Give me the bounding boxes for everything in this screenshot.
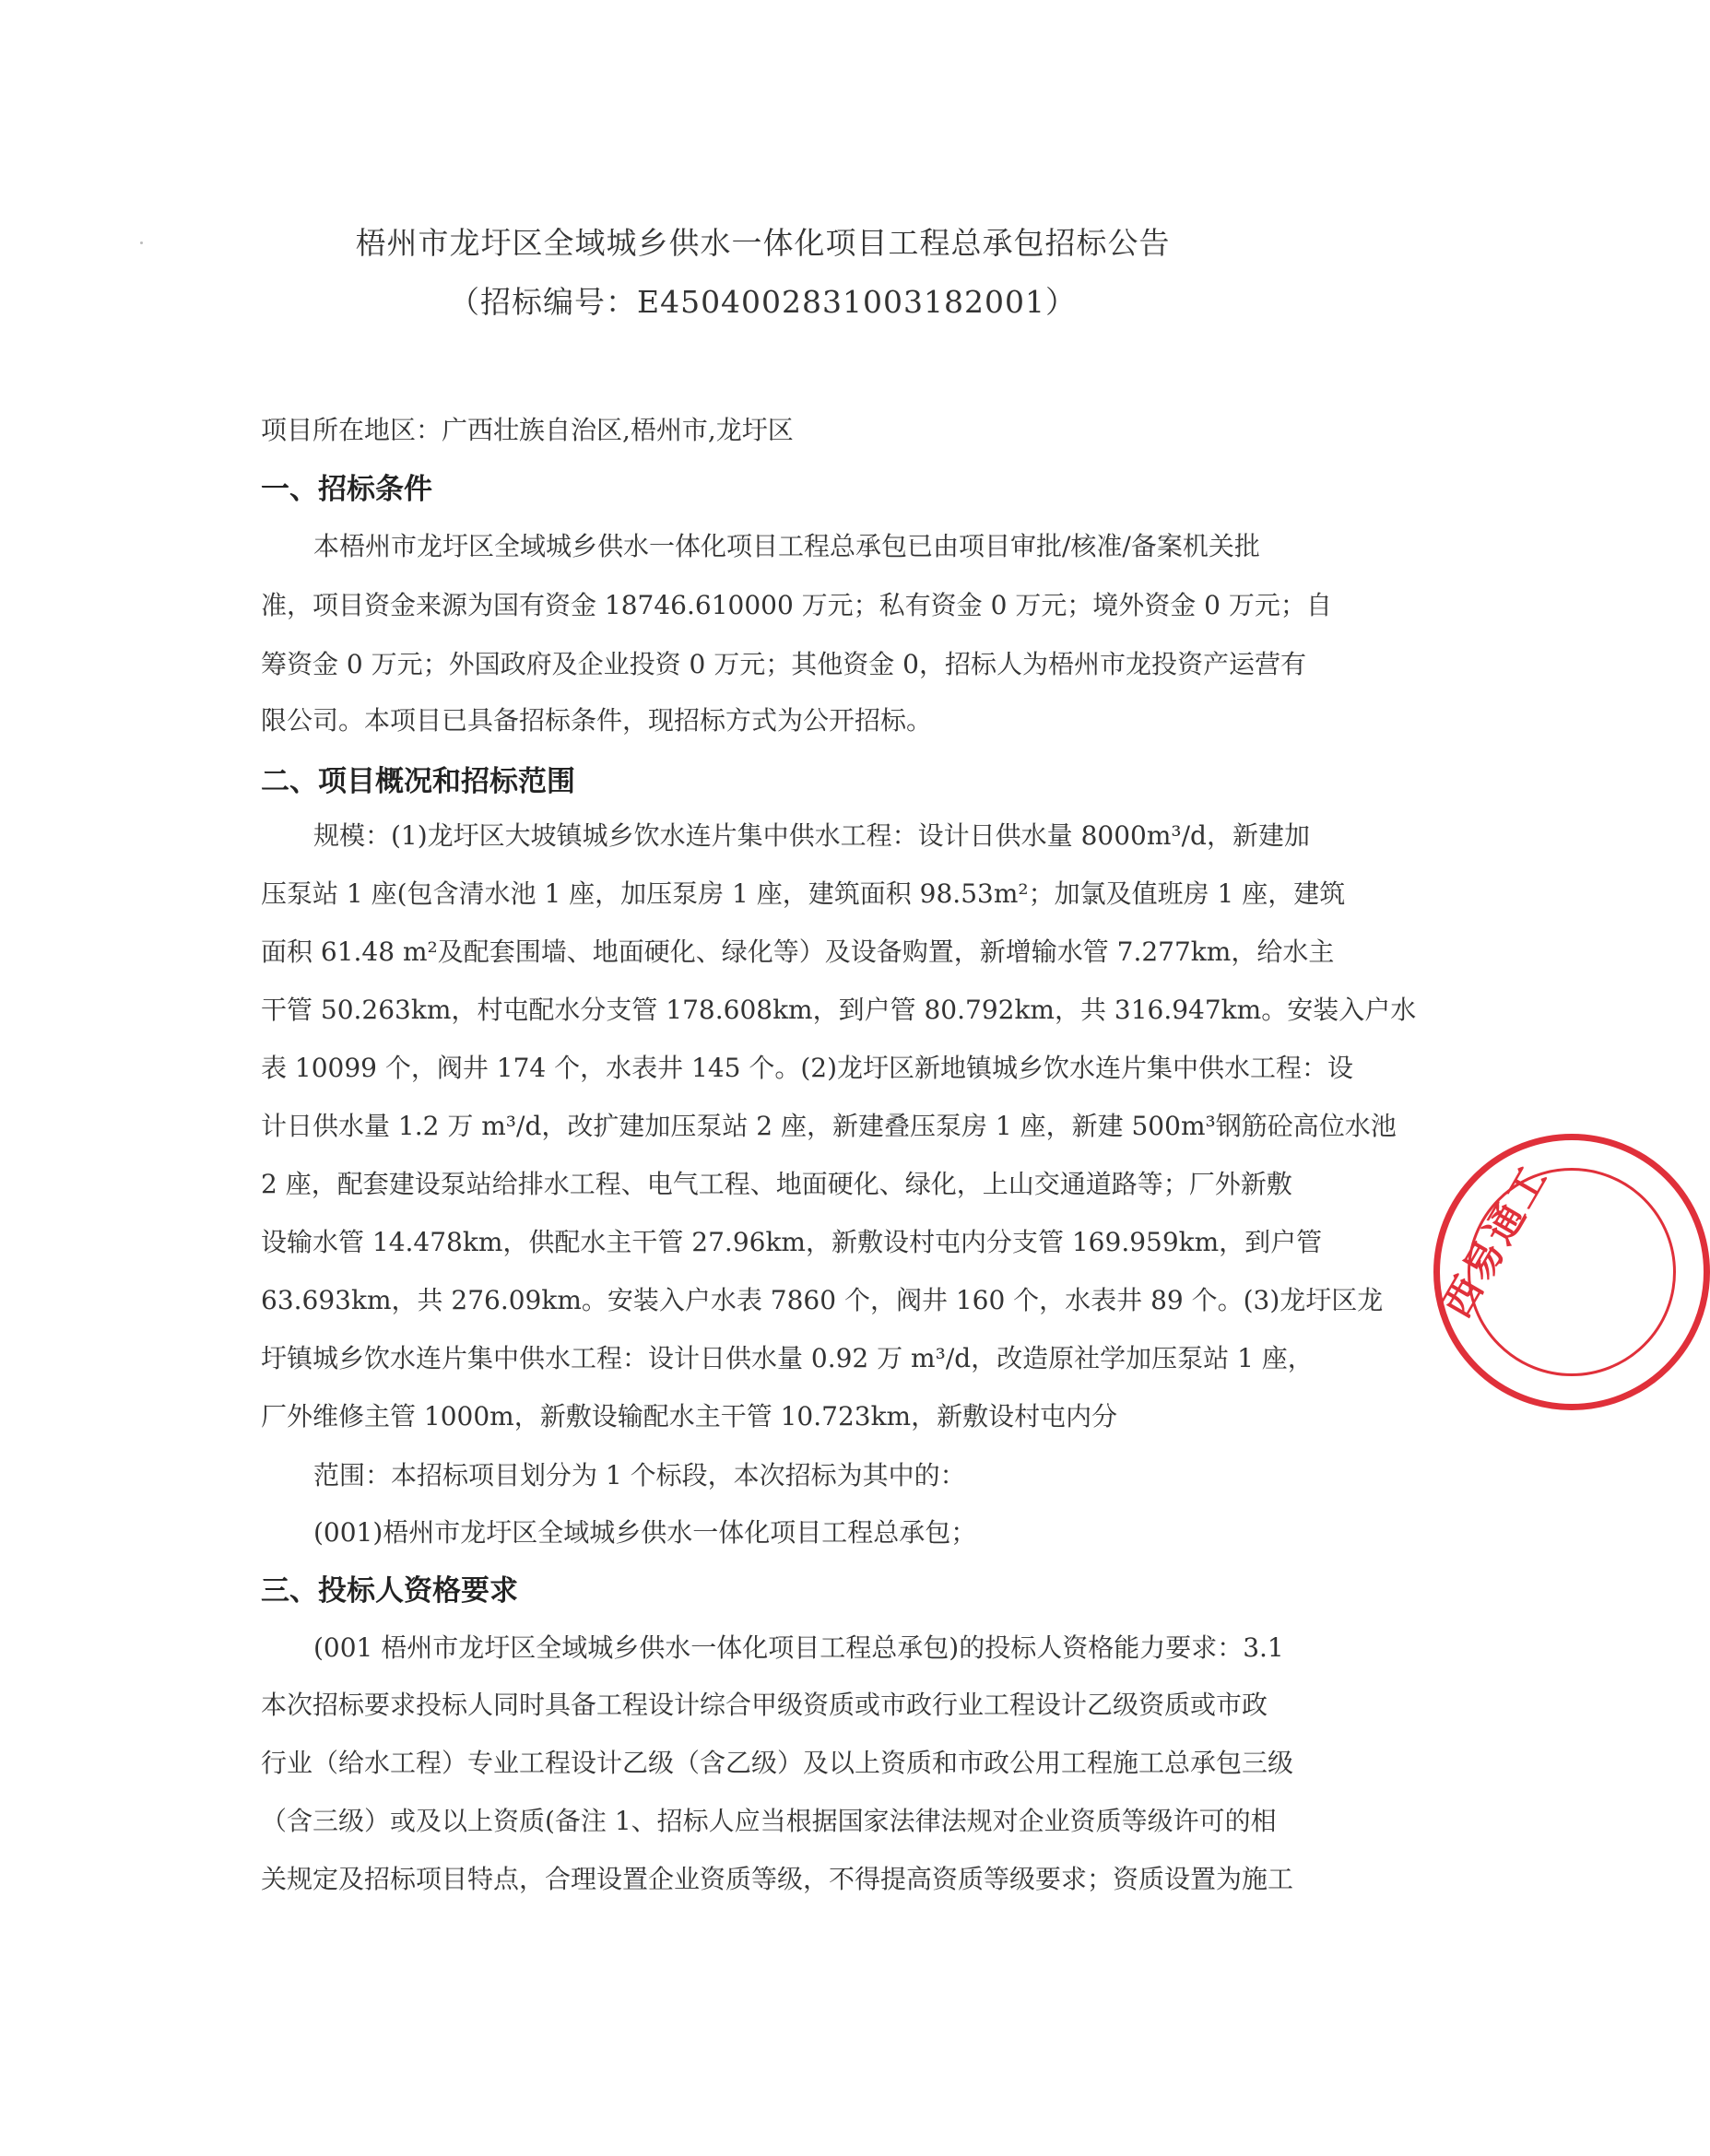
section-2-line: 2 座，配套建设泵站给排水工程、电气工程、地面硬化、绿化，上山交通道路等；厂外新敷: [261, 1169, 1292, 1199]
section-1-heading: 一、招标条件: [261, 473, 432, 506]
section-3-line: 行业（给水工程）专业工程设计乙级（含乙级）及以上资质和市政公用工程施工总承包三级: [261, 1748, 1294, 1778]
section-2-line: 63.693km，共 276.09km。安装入户水表 7860 个，阀井 160 个，水表井 89 个。(3)龙圩区龙: [261, 1285, 1384, 1315]
section-1-line: 准，项目资金来源为国有资金 18746.610000 万元；私有资金 0 万元；境外资金 0 万元；自: [261, 590, 1332, 620]
section-3-line: 本次招标要求投标人同时具备工程设计综合甲级资质或市政行业工程设计乙级资质或市政: [261, 1690, 1268, 1720]
section-2-line: 干管 50.263km，村屯配水分支管 178.608km，到户管 80.792km，共 316.947km。安装入户水: [261, 995, 1417, 1025]
section-2-heading: 二、项目概况和招标范围: [261, 765, 575, 798]
section-1-line: 限公司。本项目已具备招标条件，现招标方式为公开招标。: [261, 705, 933, 736]
section-2-line: 圩镇城乡饮水连片集中供水工程：设计日供水量 0.92 万 m³/d，改造原社学加压泵站 1 座，: [261, 1343, 1314, 1373]
document-title: 梧州市龙圩区全域城乡供水一体化项目工程总承包招标公告: [355, 225, 1171, 261]
tender-number: （招标编号：E4504002831003182001）: [448, 284, 1077, 320]
section-2-line: 厂外维修主管 1000m，新敷设输配水主干管 10.723km，新敷设村屯内分: [261, 1401, 1118, 1431]
section-2-line: 压泵站 1 座(包含清水池 1 座，加压泵房 1 座，建筑面积 98.53m²；加氯及值班房 1 座，建筑: [261, 878, 1346, 909]
section-3-line: （含三级）或及以上资质(备注 1、招标人应当根据国家法律法规对企业资质等级许可的相: [261, 1806, 1277, 1836]
section-1-line: 本梧州市龙圩区全域城乡供水一体化项目工程总承包已由项目审批/核准/备案机关批: [313, 531, 1260, 561]
section-3-line: (001 梧州市龙圩区全域城乡供水一体化项目工程总承包)的投标人资格能力要求：3.1: [313, 1632, 1284, 1663]
section-2-line: 表 10099 个，阀井 174 个，水表井 145 个。(2)龙圩区新地镇城乡饮水连片集中供水工程：设: [261, 1053, 1354, 1083]
project-region: 项目所在地区：广西壮族自治区,梧州市,龙圩区: [261, 415, 794, 445]
scope-line: 范围：本招标项目划分为 1 个标段，本次招标为其中的：: [313, 1460, 966, 1490]
company-seal: [1433, 1134, 1710, 1410]
section-2-line: 规模：(1)龙圩区大坡镇城乡饮水连片集中供水工程：设计日供水量 8000m³/d，新建加: [313, 820, 1310, 851]
seal-text: 西易通工: [1433, 1155, 1558, 1325]
section-3-line: 关规定及招标项目特点，合理设置企业资质等级，不得提高资质等级要求；资质设置为施工: [261, 1864, 1294, 1894]
scope-line: (001)梧州市龙圩区全域城乡供水一体化项目工程总承包；: [313, 1517, 977, 1548]
section-2-line: 面积 61.48 m²及配套围墙、地面硬化、绿化等）及设备购置，新增输水管 7.277km，给水主: [261, 937, 1335, 967]
section-3-heading: 三、投标人资格要求: [261, 1574, 518, 1608]
section-2-line: 设输水管 14.478km，供配水主干管 27.96km，新敷设村屯内分支管 169.959km，到户管: [261, 1227, 1323, 1257]
section-2-line: 计日供水量 1.2 万 m³/d，改扩建加压泵站 2 座，新建叠压泵房 1 座，新建 500m³钢筋砼高位水池: [261, 1111, 1397, 1141]
section-1-line: 筹资金 0 万元；外国政府及企业投资 0 万元；其他资金 0，招标人为梧州市龙投资产运营有: [261, 649, 1306, 679]
